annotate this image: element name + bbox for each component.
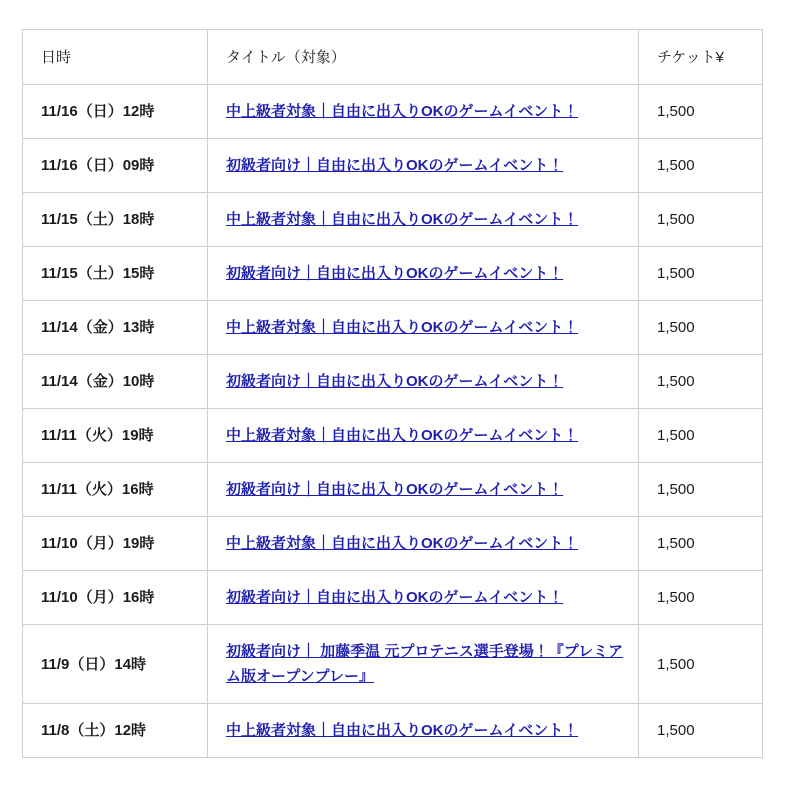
event-title-link[interactable]: 中上級者対象｜自由に出入りOKのゲームイベント！ — [226, 103, 579, 120]
event-datetime: 11/16（日）12時 — [23, 85, 208, 139]
event-price: 1,500 — [639, 625, 763, 704]
event-title-cell — [208, 704, 639, 758]
event-title-cell — [208, 247, 639, 301]
table-row — [23, 704, 763, 758]
column-header-price: チケット¥ — [639, 30, 763, 85]
table-row — [23, 517, 763, 571]
column-header-datetime: 日時 — [23, 30, 208, 85]
event-datetime: 11/14（金）10時 — [23, 355, 208, 409]
event-title-cell — [208, 517, 639, 571]
table-row — [23, 247, 763, 301]
event-schedule-table — [22, 29, 763, 758]
event-title-link[interactable]: 初級者向け｜ 加藤季温 元プロテニス選手登場！『プレミアム版オープンプレー』 — [226, 643, 624, 685]
event-title-cell — [208, 193, 639, 247]
event-price: 1,500 — [639, 301, 763, 355]
table-row — [23, 301, 763, 355]
event-title-link[interactable]: 初級者向け｜自由に出入りOKのゲームイベント！ — [226, 589, 564, 606]
event-datetime: 11/10（月）16時 — [23, 571, 208, 625]
event-title-link[interactable]: 初級者向け｜自由に出入りOKのゲームイベント！ — [226, 373, 564, 390]
table-row — [23, 571, 763, 625]
table-row — [23, 355, 763, 409]
table-row — [23, 193, 763, 247]
event-price: 1,500 — [639, 463, 763, 517]
event-price: 1,500 — [639, 704, 763, 758]
event-title-cell — [208, 139, 639, 193]
event-price: 1,500 — [639, 571, 763, 625]
event-datetime: 11/9（日）14時 — [23, 625, 208, 704]
event-title-link[interactable]: 初級者向け｜自由に出入りOKのゲームイベント！ — [226, 265, 564, 282]
table-row — [23, 139, 763, 193]
event-price: 1,500 — [639, 139, 763, 193]
event-title-cell — [208, 625, 639, 704]
event-title-cell — [208, 301, 639, 355]
event-datetime: 11/10（月）19時 — [23, 517, 208, 571]
event-datetime: 11/15（土）15時 — [23, 247, 208, 301]
event-title-link[interactable]: 初級者向け｜自由に出入りOKのゲームイベント！ — [226, 157, 564, 174]
event-price: 1,500 — [639, 409, 763, 463]
event-price: 1,500 — [639, 85, 763, 139]
event-title-link[interactable]: 中上級者対象｜自由に出入りOKのゲームイベント！ — [226, 535, 579, 552]
event-title-cell — [208, 355, 639, 409]
event-title-link[interactable]: 中上級者対象｜自由に出入りOKのゲームイベント！ — [226, 211, 579, 228]
event-title-link[interactable]: 中上級者対象｜自由に出入りOKのゲームイベント！ — [226, 319, 579, 336]
column-header-title: タイトル（対象） — [208, 30, 639, 85]
event-datetime: 11/15（土）18時 — [23, 193, 208, 247]
event-datetime: 11/11（火）16時 — [23, 463, 208, 517]
event-datetime: 11/8（土）12時 — [23, 704, 208, 758]
event-price: 1,500 — [639, 193, 763, 247]
header-row — [23, 30, 763, 85]
event-datetime: 11/16（日）09時 — [23, 139, 208, 193]
event-title-link[interactable]: 中上級者対象｜自由に出入りOKのゲームイベント！ — [226, 427, 579, 444]
table-row — [23, 625, 763, 704]
event-title-cell — [208, 463, 639, 517]
event-title-link[interactable]: 中上級者対象｜自由に出入りOKのゲームイベント！ — [226, 722, 579, 739]
table-row — [23, 85, 763, 139]
event-price: 1,500 — [639, 355, 763, 409]
event-datetime: 11/14（金）13時 — [23, 301, 208, 355]
event-title-cell — [208, 85, 639, 139]
table-row — [23, 463, 763, 517]
event-title-link[interactable]: 初級者向け｜自由に出入りOKのゲームイベント！ — [226, 481, 564, 498]
event-datetime: 11/11（火）19時 — [23, 409, 208, 463]
event-title-cell — [208, 571, 639, 625]
event-price: 1,500 — [639, 247, 763, 301]
table-row — [23, 409, 763, 463]
event-price: 1,500 — [639, 517, 763, 571]
event-title-cell — [208, 409, 639, 463]
